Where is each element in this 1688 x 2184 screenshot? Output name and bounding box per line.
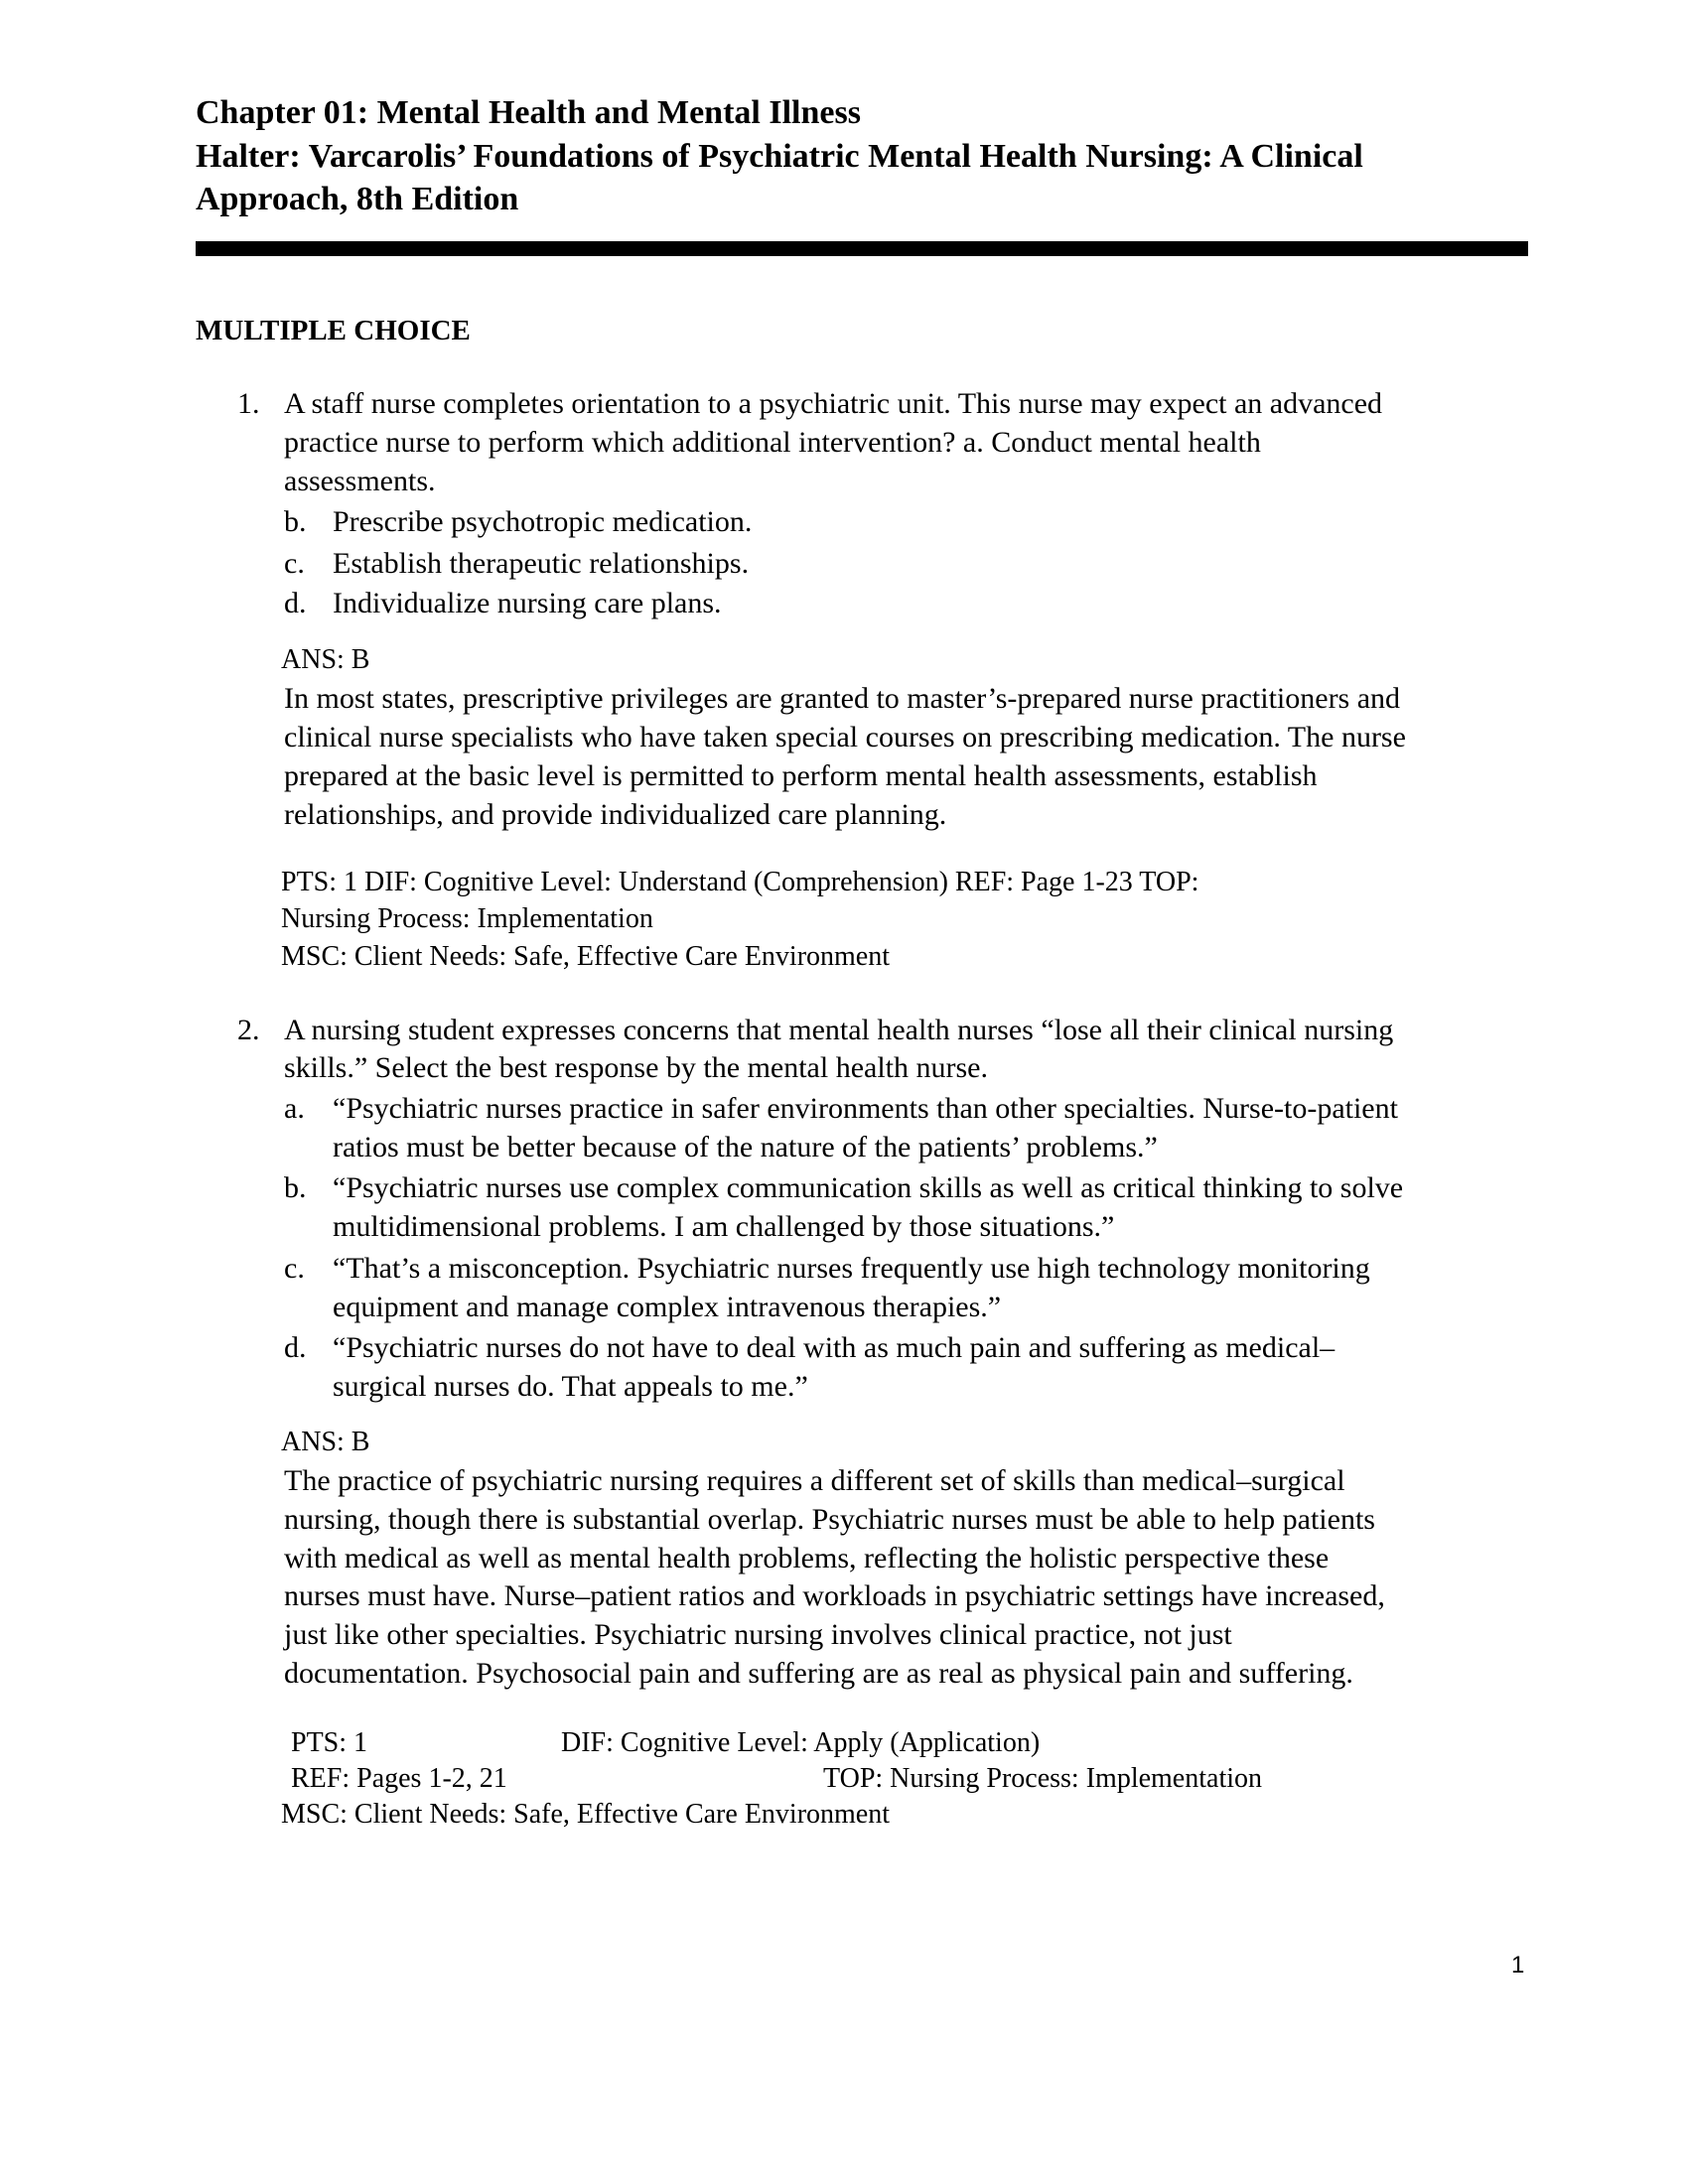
chapter-title: Chapter 01: Mental Health and Mental Illness bbox=[196, 94, 861, 131]
meta-line: MSC: Client Needs: Safe, Effective Care Environment bbox=[281, 941, 891, 972]
option-text: “Psychiatric nurses do not have to deal with as much pain and suffering as medical– bbox=[333, 1331, 1336, 1364]
option-text: Individualize nursing care plans. bbox=[333, 587, 722, 619]
meta-pts: PTS: 1 bbox=[291, 1727, 368, 1758]
option-text: “Psychiatric nurses practice in safer environments than other specialties. Nurse-to-patient bbox=[333, 1092, 1398, 1125]
question-number: 1. bbox=[237, 387, 260, 420]
rationale-line: In most states, prescriptive privileges are granted to master’s-prepared nurse practitioners and bbox=[284, 682, 1401, 715]
page-number: 1 bbox=[1511, 1952, 1525, 1979]
question-number: 2. bbox=[237, 1014, 260, 1046]
option-text: Establish therapeutic relationships. bbox=[333, 547, 750, 580]
rationale-line: nursing, though there is substantial overlap. Psychiatric nurses must be able to help patients bbox=[284, 1503, 1375, 1536]
option-text: ratios must be better because of the nature of the patients’ problems.” bbox=[333, 1131, 1158, 1163]
book-title-cont: Approach, 8th Edition bbox=[196, 181, 519, 217]
option-letter: a. bbox=[284, 1092, 305, 1125]
meta-line: Nursing Process: Implementation bbox=[281, 903, 653, 934]
option-text: surgical nurses do. That appeals to me.” bbox=[333, 1370, 808, 1403]
rationale-line: just like other specialties. Psychiatric nursing involves clinical practice, not just bbox=[284, 1618, 1232, 1651]
option-text: “Psychiatric nurses use complex communication skills as well as critical thinking to solve bbox=[333, 1171, 1404, 1204]
book-title: Halter: Varcarolis’ Foundations of Psychiatric Mental Health Nursing: A Clinical bbox=[196, 138, 1363, 175]
question-stem: A staff nurse completes orientation to a psychiatric unit. This nurse may expect an advanced bbox=[284, 387, 1383, 420]
rationale-line: nurses must have. Nurse–patient ratios and workloads in psychiatric settings have increased, bbox=[284, 1579, 1385, 1612]
option-letter: b. bbox=[284, 1171, 307, 1204]
question-stem: A nursing student expresses concerns that mental health nurses “lose all their clinical nursing bbox=[284, 1014, 1394, 1046]
option-letter: b. bbox=[284, 505, 307, 538]
question-stem: skills.” Select the best response by the mental health nurse. bbox=[284, 1051, 988, 1084]
option-letter: c. bbox=[284, 547, 305, 580]
rationale-line: with medical as well as mental health problems, reflecting the holistic perspective these bbox=[284, 1542, 1330, 1574]
header-rule bbox=[196, 241, 1528, 256]
question-stem: practice nurse to perform which additional intervention? a. Conduct mental health bbox=[284, 426, 1261, 459]
meta-top: TOP: Nursing Process: Implementation bbox=[823, 1763, 1262, 1794]
option-text: equipment and manage complex intravenous therapies.” bbox=[333, 1291, 1002, 1323]
meta-line: PTS: 1 DIF: Cognitive Level: Understand (Comprehension) REF: Page 1-23 TOP: bbox=[281, 867, 1199, 897]
option-letter: d. bbox=[284, 587, 307, 619]
section-heading: MULTIPLE CHOICE bbox=[196, 315, 471, 346]
option-text: Prescribe psychotropic medication. bbox=[333, 505, 753, 538]
option-letter: d. bbox=[284, 1331, 307, 1364]
question-stem: assessments. bbox=[284, 465, 436, 497]
rationale-line: clinical nurse specialists who have taken special courses on prescribing medication. The nurse bbox=[284, 721, 1406, 753]
answer: ANS: B bbox=[281, 1427, 370, 1457]
meta-ref: REF: Pages 1-2, 21 bbox=[291, 1763, 507, 1794]
answer: ANS: B bbox=[281, 644, 370, 675]
option-text: “That’s a misconception. Psychiatric nurses frequently use high technology monitoring bbox=[333, 1252, 1370, 1285]
rationale-line: relationships, and provide individualized care planning. bbox=[284, 798, 947, 831]
meta-dif: DIF: Cognitive Level: Apply (Application) bbox=[561, 1727, 1041, 1758]
rationale-line: The practice of psychiatric nursing requires a different set of skills than medical–surgical bbox=[284, 1464, 1345, 1497]
meta-msc: MSC: Client Needs: Safe, Effective Care Environment bbox=[281, 1799, 891, 1830]
rationale-line: documentation. Psychosocial pain and suffering are as real as physical pain and suffering. bbox=[284, 1657, 1353, 1690]
option-text: multidimensional problems. I am challenged by those situations.” bbox=[333, 1210, 1115, 1243]
rationale-line: prepared at the basic level is permitted to perform mental health assessments, establish bbox=[284, 759, 1318, 792]
option-letter: c. bbox=[284, 1252, 305, 1285]
